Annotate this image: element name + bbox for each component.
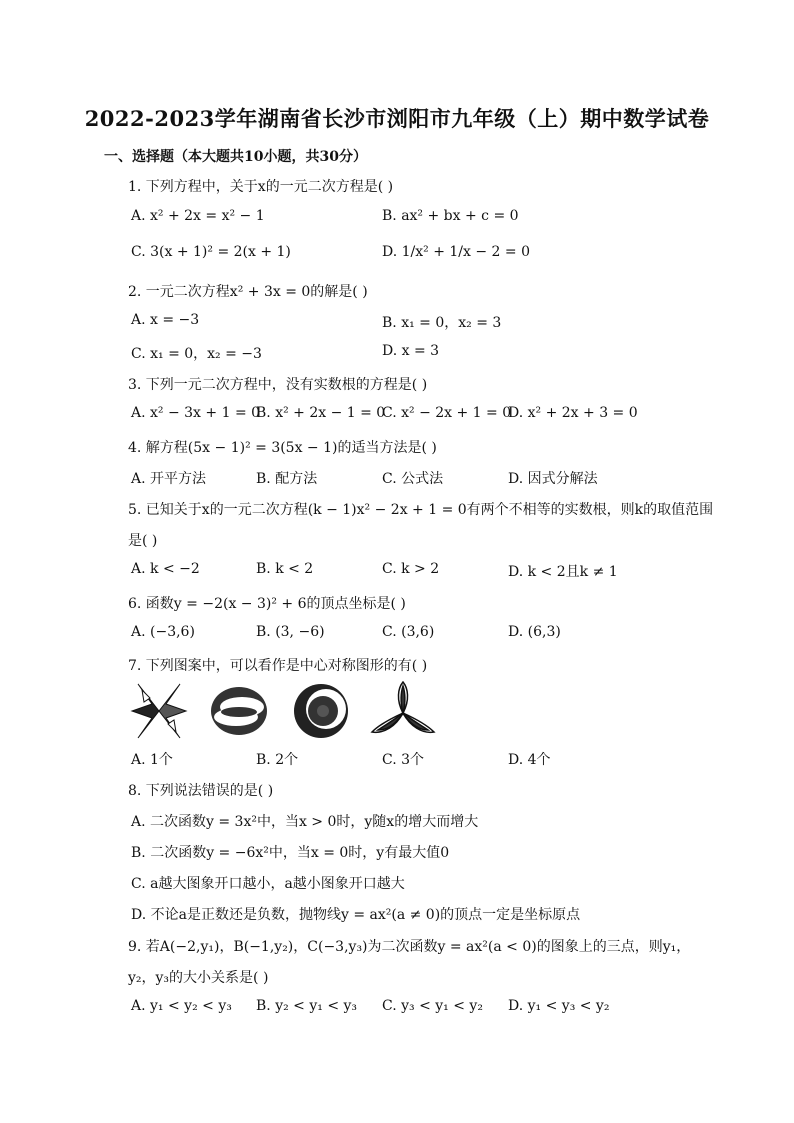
- q4-option-d: D. 因式分解法: [508, 471, 598, 487]
- question-1-stem: 1. 下列方程中，关于x的一元二次方程是( ): [128, 179, 394, 195]
- question-5-stem-cont: 是( ): [128, 533, 158, 549]
- q7-option-a: A. 1个: [131, 752, 173, 768]
- q2-option-a: A. x = −3: [131, 312, 200, 328]
- section-heading: 一、选择题（本大题共10小题，共30分）: [104, 149, 367, 165]
- q1-option-b: B. ax² + bx + c = 0: [382, 208, 519, 224]
- question-2-stem: 2. 一元二次方程x² + 3x = 0的解是( ): [128, 284, 368, 300]
- question-9-stem-cont: y₂，y₃的大小关系是( ): [128, 970, 269, 986]
- q5-option-a: A. k < −2: [131, 561, 200, 577]
- q6-option-d: D. (6,3): [508, 624, 561, 640]
- three-petal-figure: [370, 680, 436, 742]
- q1-option-d: D. 1/x² + 1/x − 2 = 0: [382, 244, 530, 260]
- q5-option-b: B. k < 2: [256, 561, 314, 577]
- q3-option-d: D. x² + 2x + 3 = 0: [508, 405, 638, 421]
- q3-option-a: A. x² − 3x + 1 = 0: [131, 405, 261, 421]
- nested-circle-figure: [290, 680, 352, 742]
- q7-option-c: C. 3个: [382, 752, 425, 768]
- q9-option-b: B. y₂ < y₁ < y₃: [256, 998, 358, 1014]
- q4-option-c: C. 公式法: [382, 471, 444, 487]
- q9-option-a: A. y₁ < y₂ < y₃: [131, 998, 232, 1014]
- q6-option-b: B. (3, −6): [256, 624, 325, 640]
- q3-option-b: B. x² + 2x − 1 = 0: [256, 405, 386, 421]
- q7-option-b: B. 2个: [256, 752, 299, 768]
- question-6-stem: 6. 函数y = −2(x − 3)² + 6的顶点坐标是( ): [128, 596, 406, 612]
- question-9-stem: 9. 若A(−2,y₁)，B(−1,y₂)，C(−3,y₃)为二次函数y = ax²(a < 0)的图象上的三点，则y₁，: [128, 939, 691, 955]
- q8-option-d: D. 不论a是正数还是负数，抛物线y = ax²(a ≠ 0)的顶点一定是坐标原点: [131, 907, 581, 923]
- q4-option-a: A. 开平方法: [131, 471, 207, 487]
- q2-option-c: C. x₁ = 0，x₂ = −3: [131, 346, 262, 362]
- q6-option-c: C. (3,6): [382, 624, 435, 640]
- q9-option-c: C. y₃ < y₁ < y₂: [382, 998, 483, 1014]
- question-5-stem: 5. 已知关于x的一元二次方程(k − 1)x² − 2x + 1 = 0有两个不相等的实数根，则k的取值范围: [128, 502, 714, 518]
- question-3-stem: 3. 下列一元二次方程中，没有实数根的方程是( ): [128, 377, 428, 393]
- q7-option-d: D. 4个: [508, 752, 551, 768]
- q6-option-a: A. (−3,6): [131, 624, 195, 640]
- q7-figures: [128, 680, 438, 742]
- q2-option-b: B. x₁ = 0，x₂ = 3: [382, 315, 502, 331]
- q4-option-b: B. 配方法: [256, 471, 318, 487]
- question-4-stem: 4. 解方程(5x − 1)² = 3(5x − 1)的适当方法是( ): [128, 440, 437, 456]
- q9-option-d: D. y₁ < y₃ < y₂: [508, 998, 610, 1014]
- q1-option-a: A. x² + 2x = x² − 1: [131, 208, 265, 224]
- question-7-stem: 7. 下列图案中，可以看作是中心对称图形的有( ): [128, 658, 428, 674]
- question-8-stem: 8. 下列说法错误的是( ): [128, 783, 274, 799]
- q8-option-c: C. a越大图象开口越小，a越小图象开口越大: [131, 876, 405, 892]
- q8-option-a: A. 二次函数y = 3x²中，当x > 0时，y随x的增大而增大: [131, 814, 479, 830]
- pinwheel-star-figure: [128, 680, 190, 742]
- q2-option-d: D. x = 3: [382, 343, 440, 359]
- q5-option-d: D. k < 2且k ≠ 1: [508, 564, 618, 580]
- page-title: 2022-2023学年湖南省长沙市浏阳市九年级（上）期中数学试卷: [84, 106, 710, 131]
- crescent-pair-figure: [208, 680, 270, 742]
- q5-option-c: C. k > 2: [382, 561, 440, 577]
- q1-option-c: C. 3(x + 1)² = 2(x + 1): [131, 244, 291, 260]
- q3-option-c: C. x² − 2x + 1 = 0: [382, 405, 512, 421]
- q8-option-b: B. 二次函数y = −6x²中，当x = 0时，y有最大值0: [131, 845, 450, 861]
